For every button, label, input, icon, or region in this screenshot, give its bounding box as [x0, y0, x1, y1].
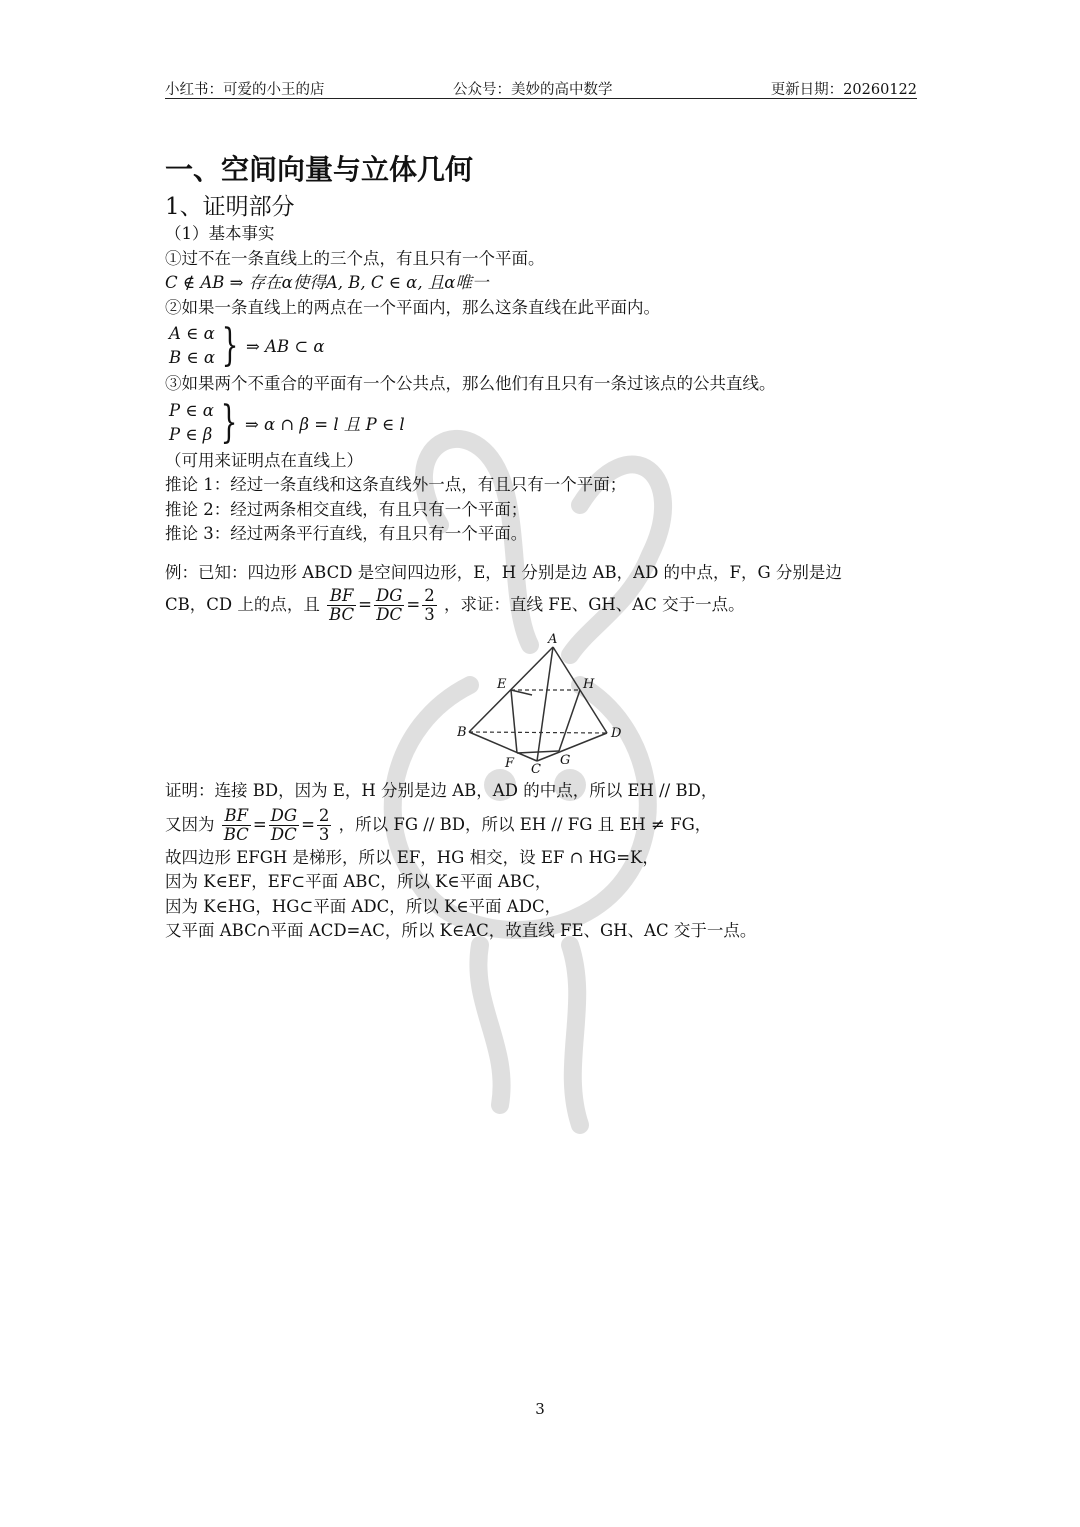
label-a: A — [548, 633, 558, 647]
fact1-formula: C ∉ AB ⇒ 存在α使得A, B, C ∈ α, 且α唯一 — [165, 273, 489, 292]
page-number: 3 — [535, 1400, 545, 1418]
corollary-2: 推论 2：经过两条相交直线，有且只有一个平面； — [165, 499, 528, 519]
proof-line2: 又因为 $\frac{BF}{BC}$ = $\frac{DG}{DC}$ = $\frac{2}{3}$ ，所以 FG // BD，所以 EH // FG 且 EH ≠ FG， — [165, 805, 712, 844]
example-line1: 例：已知：四边形 ABCD 是空间四边形，E，H 分别是边 AB，AD 的中点，F，G 分别是边 — [165, 562, 842, 582]
proof-line3: 故四边形 EFGH 是梯形，所以 EF，HG 相交，设 EF ∩ HG=K， — [165, 847, 659, 867]
fact3-result: ⇒ α ∩ β = l 且 P ∈ l — [244, 414, 405, 434]
fact3-text: ③如果两个不重合的平面有一个公共点，那么他们有且只有一条过该点的公共直线。 — [165, 374, 776, 393]
fact3-line2: P ∈ β — [169, 424, 213, 444]
example-line2: CB，CD 上的点，且 $\frac{BF}{BC}$ = $\frac{DG}{DC}$ = $\frac{2}{3}$ ，求证：直线 FE、GH、AC 交于一点。 — [165, 586, 745, 624]
fact2-text: ②如果一条直线上的两点在一个平面内，那么这条直线在此平面内。 — [165, 297, 660, 317]
proof-line1: 证明：连接 BD，因为 E，H 分别是边 AB，AD 的中点，所以 EH // BD， — [165, 781, 718, 800]
label-h: H — [583, 677, 595, 692]
label-e: E — [497, 677, 507, 692]
tetrahedron-diagram — [457, 633, 627, 773]
header-left: 小红书：可爱的小王的店 — [165, 82, 325, 98]
fraction-bf-bc: $\frac{BF}{BC}$ — [223, 805, 249, 844]
fraction-two-thirds: $\frac{2}{3}$ — [318, 805, 330, 844]
section-title: 1、证明部分 — [165, 194, 295, 220]
right-brace: } — [221, 320, 239, 371]
proof-line4: 因为 K∈EF，EF⊂平面 ABC，所以 K∈平面 ABC， — [165, 872, 552, 891]
corollary-3: 推论 3：经过两条平行直线，有且只有一个平面。 — [165, 524, 528, 543]
page-header — [165, 78, 917, 99]
page-title: 一、空间向量与立体几何 — [165, 153, 474, 186]
label-c: C — [531, 762, 541, 773]
corollary-1: 推论 1：经过一条直线和这条直线外一点，有且只有一个平面； — [165, 475, 627, 494]
label-d: D — [611, 726, 622, 741]
proof-line2-a: 又因为 — [165, 814, 215, 834]
fact2-result: ⇒ AB ⊂ α — [245, 336, 325, 356]
fraction-two-thirds: $\frac{2}{3}$ — [424, 586, 435, 624]
fact2-formula — [165, 322, 925, 370]
fact2-line2: B ∈ α — [169, 348, 215, 367]
proof-line2-b: ，所以 FG // BD，所以 EH // FG 且 EH ≠ FG， — [338, 814, 712, 834]
header-center: 公众号：美妙的高中数学 — [453, 82, 613, 98]
label-b: B — [457, 725, 467, 740]
fact1-text: ①过不在一条直线上的三个点，有且只有一个平面。 — [165, 248, 545, 268]
example-line2-b: ，求证：直线 FE、GH、AC 交于一点。 — [444, 595, 745, 614]
example-line2-a: CB，CD 上的点，且 — [165, 595, 320, 614]
label-g: G — [560, 753, 571, 768]
fraction-dg-dc: $\frac{DG}{DC}$ — [270, 805, 298, 844]
fraction-bf-bc: $\frac{BF}{BC}$ — [329, 586, 355, 624]
fact3-formula — [165, 396, 925, 448]
fact3-line1: P ∈ α — [169, 400, 214, 420]
right-brace: } — [220, 396, 238, 448]
subsection-title: （1）基本事实 — [165, 224, 275, 243]
fraction-dg-dc: $\frac{DG}{DC}$ — [376, 586, 403, 624]
note: （可用来证明点在直线上） — [165, 450, 363, 470]
proof-line6: 又平面 ABC∩平面 ACD=AC，所以 K∈AC，故直线 FE、GH、AC 交于一点。 — [165, 921, 757, 940]
proof-line5: 因为 K∈HG，HG⊂平面 ADC，所以 K∈平面 ADC， — [165, 896, 562, 916]
header-right: 更新日期：20260122 — [770, 82, 917, 98]
page-content — [165, 150, 925, 944]
fact2-line1: A ∈ α — [169, 324, 215, 343]
label-f: F — [505, 756, 515, 771]
